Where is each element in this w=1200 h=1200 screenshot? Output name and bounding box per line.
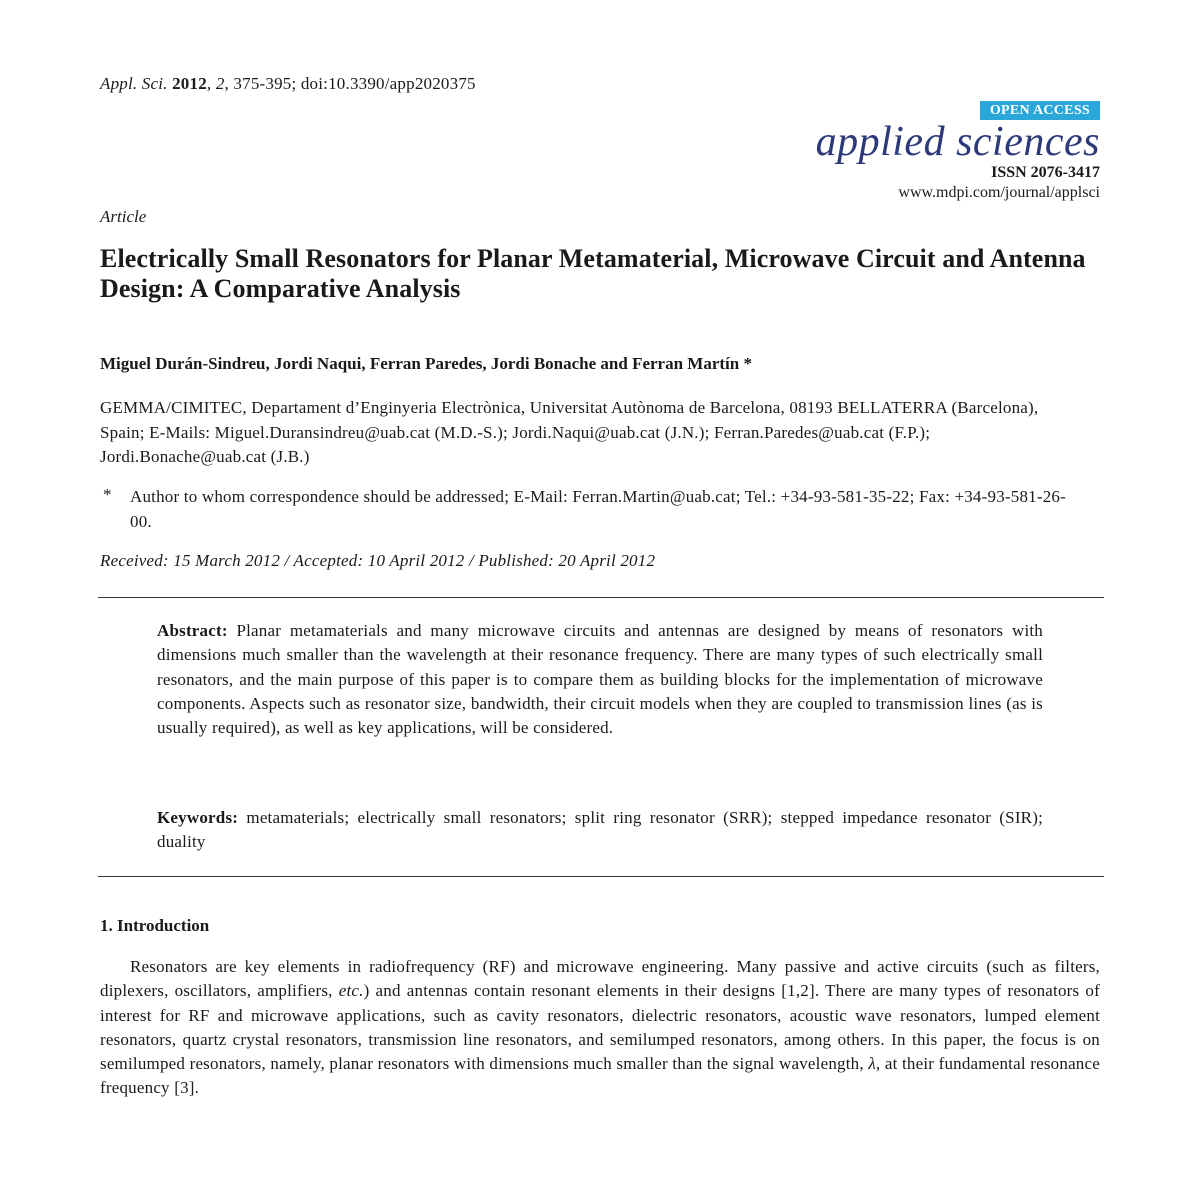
publication-dates: Received: 15 March 2012 / Accepted: 10 April 2012 / Published: 20 April 2012 xyxy=(100,551,656,570)
intro-text-part-3: , at their fundamental resonance frequency [3]. xyxy=(100,1054,1101,1098)
publication-year: 2012 xyxy=(172,74,207,93)
issn: ISSN 2076-3417 xyxy=(991,164,1100,181)
author-list: Miguel Durán-Sindreu, Jordi Naqui, Ferran Paredes, Jordi Bonache and Ferran Martín * xyxy=(100,354,752,373)
keywords-text: metamaterials; electrically small resonators; split ring resonator (SRR); stepped impedance resonator (SIR); duality xyxy=(157,808,1044,851)
section-heading-introduction: 1. Introduction xyxy=(100,916,210,935)
journal-abbrev: Appl. Sci. xyxy=(100,74,168,93)
journal-website-link[interactable]: www.mdpi.com/journal/applsci xyxy=(898,184,1100,201)
volume-number: 2 xyxy=(215,74,225,93)
correspondence-note: Author to whom correspondence should be addressed; E-Mail: Ferran.Martin@uab.cat; Tel.: +34-93-581-35-22; Fax: +34-93-581-26-00. xyxy=(130,487,1066,531)
keywords xyxy=(157,806,1043,854)
divider-bottom xyxy=(98,876,1104,877)
keywords-label: Keywords: xyxy=(157,808,239,827)
abstract-text: Planar metamaterials and many microwave circuits and antennas are designed by means of resonators with dimensions much smaller than the wavelength at their resonance frequency. There are many types of such electrically small resonators, and the main purpose of this paper is to compare them as building blocks for the implementation of microwave components. Aspects such as resonator size, bandwidth, their circuit models when they are coupled to transmission lines (as is usually required), as well as key applications, will be considered. xyxy=(157,621,1043,738)
intro-text-part-2: ) and antennas contain resonant elements in their designs [1,2]. There are many types of resonators of interest for RF and microwave applications, such as cavity resonators, dielectric resonators, acoustic wave resonators, lumped element resonators, quartz crystal resonators, transmission line resonators, and semilumped resonators, among others. In this paper, the focus is on semilumped resonators, namely, planar resonators with dimensions much smaller than the signal wavelength, xyxy=(100,981,1100,1074)
affiliation: GEMMA/CIMITEC, Departament d’Enginyeria Electrònica, Universitat Autònoma de Barcelona, 08193 BELLATERRA (Barcelona), Spain; E-Mails: Miguel.Duransindreu@uab.cat (M.D.-S.); Jordi.Naqui@uab.cat (J.N.); Ferran.Paredes@uab.cat (F.P.); Jordi.Bonache@uab.cat (J.B.) xyxy=(100,398,1039,466)
article-type: Article xyxy=(100,207,147,226)
intro-etc: etc. xyxy=(338,981,364,1001)
correspondence-marker: * xyxy=(103,485,112,504)
paper-title: Electrically Small Resonators for Planar Metamaterial, Microwave Circuit and Antenna Design: A Comparative Analysis xyxy=(100,244,1086,303)
intro-text-part-1: Resonators are key elements in radiofrequency (RF) and microwave engineering. Many passive and active circuits (such as filters, diplexers, oscillators, amplifiers, xyxy=(100,957,1100,1001)
divider-top xyxy=(98,597,1104,598)
citation-line: Appl. Sci. 2012, 2, 375-395; doi:10.3390/app2020375 xyxy=(100,74,476,93)
pages-doi[interactable]: , 375-395; doi:10.3390/app2020375 xyxy=(224,74,476,93)
introduction-paragraph xyxy=(100,955,1100,1101)
abstract xyxy=(157,619,1043,740)
abstract-label: Abstract: xyxy=(157,621,228,640)
journal-logo-text: applied sciences xyxy=(815,119,1100,165)
lambda-symbol: λ xyxy=(868,1054,876,1074)
open-access-badge: OPEN ACCESS xyxy=(980,101,1100,120)
